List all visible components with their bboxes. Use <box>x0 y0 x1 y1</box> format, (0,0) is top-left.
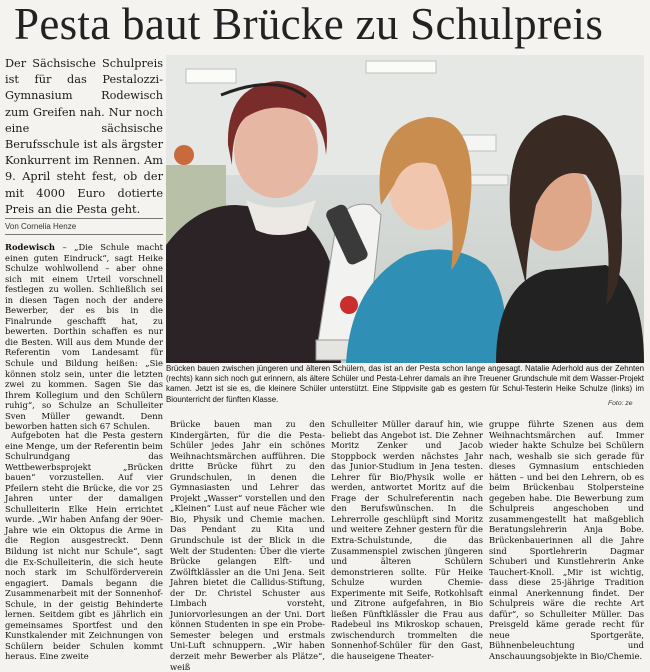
body-column-1a <box>5 242 163 432</box>
photo-credit: Foto: ze <box>608 400 633 407</box>
body-column-3 <box>331 419 483 667</box>
microscope-scene-illustration <box>166 55 644 363</box>
body-column-4 <box>489 419 644 667</box>
paragraph-5: gruppe führte Szenen aus dem Weihnachtsmärchen auf. Immer wieder hakte Schulze bei Schülern nach, weshalb sie sich gerade für dieses Gymnasium entschieden hätten – und bei den Lehrern, ob es beim Brückenbau Stolpersteine gegeben habe. Die Bewerbung zum Schulpreis angeschoben und zusammengestellt hat maßgeblich Beratungslehrerin Anja Bobe. Brückenbauerinnen all die Jahre sind Sportlehrerin Dagmar Schuberi und Kunstlehrerin Anke Tauchert-Knoll. „Mir ist wichtig, dass diese 25-jährige Tradition einmal Anerkennung findet. Der Schulpreis wäre die rechte Art dafür“, so Schulleiter Müller. Das Preisgeld käme gerade recht für neue Sportgeräte, Bühnenbeleuchtung und Anschauungsobjekte in Bio/Chemie. <box>489 419 644 662</box>
article-lead: Der Sächsische Schulpreis ist für das Pestalozzi-Gymnasium Rodewisch zum Greifen nah. Nur noch eine sächsische Berufsschule ist als ärgster Konkurrent im Rennen. Am 9. April steht fest, ob der mit 4000 Euro dotierte Preis an die Pesta geht. <box>5 57 163 216</box>
photo-caption: Brücken bauen zwischen jüngeren und älteren Schülern, das ist an der Pesta schon lange angesagt. Natalie Aderhold aus der Zehnten (rechts) kann sich noch gut erinnern, als ältere Schüler und Pesta-Lehrer damals an ihre Treuener Grundschule mit dem Wasser-Projekt kamen. Jetzt ist sie es, die kleinere Schüler unterstützt. Eine Stippvisite gab es gestern für Schul-Testerin Heike Schulze (links) im Biounterricht der fünften Klasse. <box>166 364 644 404</box>
paragraph-1: – „Die Schule macht einen guten Eindruck“, sagt Heike Schulze wohlwollend – aber ohne sich mit einem Urteil vorschnell festlegen zu wollen. Schließlich sei in diesen Tagen noch der andere Bewerber, der es bis in die Finalrunde geschafft hat, zu bewerten. Dorthin schaffen es nur die Besten. Will aus dem Munde der Referentin vom Landesamt für Schule und Bildung heißen: „Sie können stolz sein, unter die letzten zwei zu kommen. Sagen Sie das Ihrem Kollegium und den Schülern ruhig“, so Schulze an Schulleiter Sven Müller gewandt. Denn beworben hatten sich 67 Schulen. <box>5 242 163 432</box>
byline-divider <box>5 234 163 235</box>
body-column-2 <box>170 419 325 672</box>
article-photo <box>166 55 644 363</box>
paragraph-2: Aufgeboten hat die Pesta gestern eine Menge, um der Referentin beim Schulrundgang das Wettbewerbsprojekt „Brücken bauen“ vorzustellen. Auf vier Pfeilern steht die Brücke, die vor 25 Jahren unter der damaligen Schulleiterin Elke Hein errichtet wurde. „Wir haben Anfang der 90er-Jahre wie ein Oktopus die Arme in die Region ausgestreckt. Denn Bildung ist nicht nur Schule“, sagt die Ex-Schulleiterin, die sich heute noch stark im Schulförderverein engagiert. Damals begann die Zusammenarbeit mit der Sonnenhof-Schule, in der geistig Behinderte lernen. Seitdem gibt es jährlich ein gemeinsames Sportfest und den Kunstkalender mit Zeichnungen von Schülern beider Schulen kommt heraus. Eine zweite <box>5 430 163 662</box>
dateline: Rodewisch <box>5 242 56 252</box>
article-byline: Von Cornelia Henze <box>5 222 77 231</box>
article-headline: Pesta baut Brücke zu Schulpreis <box>14 0 604 49</box>
lead-divider <box>5 218 163 219</box>
body-column-1b <box>5 430 163 666</box>
paragraph-4: Schulleiter Müller darauf hin, wie beliebt das Angebot ist. Die Zehner Moritz Zenker und Jacob Stoppbock werden nächstes Jahr das Junior-Studium in Jena testen. Lehrer für Bio/Physik wolle er werden, antwortet Moritz auf die Frage der Schulreferentin nach den Berufswünschen. In die Lehrerrolle geschlüpft sind Moritz und weitere Zehner gestern für die Extra-Schulstunde, die das Zusammenspiel zwischen jüngeren und älteren Schülern demonstrieren sollte. Für Heike Schulze wurden Chemie-Experimente mit Seife, Rotkohlsaft und Zitrone aufgefahren, in Bio ließen Fünftklässler die Frau aus Radebeul ins Mikroskop schauen, zwischendurch trommelten die Sonnenhof-Schüler für den Gast, die hauseigene Theater- <box>331 419 483 662</box>
paragraph-3: Brücke bauen man zu den Kindergärten, für die die Pesta-Schüler jedes Jahr ein schönes Weihnachtsmärchen aufführen. Die dritte Brücke führt zu den Grundschulen, in denen die Gymnasiasten und Lehrer das Projekt „Wasser“ vorstellen und den „Kleinen“ Lust auf neue Fächer wie Bio, Physik und Chemie machen. Das Pendant zu Kita und Grundschule ist der Blick in die Welt der Studenten: Über die vierte Brücke gelangen Elft- und Zwölftklässler an die Uni Jena. Seit Jahren bietet die Callidus-Stiftung, der Dr. Christel Schuster aus Limbach vorsteht, Juniorvorlesungen an der Uni. Dort können Studenten in spe ein Probe-Semester belegen und erstmals Uni-Luft schnuppern. „Wir haben derzeit mehr Bewerber als Plätze“, weiß <box>170 419 325 672</box>
